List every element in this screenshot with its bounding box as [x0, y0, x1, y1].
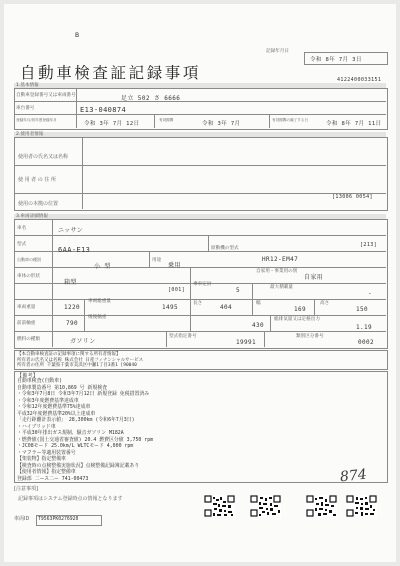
- remarks-line: 自動車製造番号 第10,869 号 新規検査: [17, 384, 108, 391]
- height-label: 高さ: [320, 301, 330, 306]
- rule: [154, 114, 155, 128]
- displacement-label: 総排気量又は定格出力: [274, 317, 320, 322]
- handwritten-note: 874: [339, 466, 368, 486]
- first-registration-value: 令和 3年 7月 12日: [84, 121, 140, 127]
- notice-label: [注意事項]: [14, 486, 38, 492]
- rule: [14, 267, 386, 268]
- capacity-value: 5: [236, 287, 241, 294]
- rule: [82, 137, 83, 209]
- chassis-label: 車台番号: [16, 106, 35, 111]
- remarks-line: 「走行距離計表示値」 28,300km (令和6年7月3日): [17, 417, 135, 423]
- capacity-label: 乗車定員: [193, 282, 212, 287]
- user-address-code: [13006 0054]: [332, 194, 373, 200]
- rear-axle-label: 後後軸重: [88, 315, 107, 320]
- gross-weight-value: 1495: [162, 304, 179, 311]
- rule: [208, 235, 209, 251]
- body-code: [001]: [168, 287, 186, 293]
- rule: [14, 101, 386, 102]
- weight-value: 1220: [64, 304, 81, 311]
- gross-weight-label: 車両総重量: [88, 299, 111, 304]
- front-axle-value: 790: [66, 320, 79, 327]
- front-axle-label: 前前軸重: [17, 321, 36, 326]
- length-value: 404: [220, 304, 233, 311]
- rule: [166, 331, 167, 347]
- purpose-value: 自家用: [304, 274, 324, 281]
- certificate-page: [4, 4, 396, 562]
- qr-code-icon: [250, 495, 281, 517]
- qr-code-icon: [346, 495, 377, 517]
- rule: [314, 299, 315, 315]
- rule: [14, 235, 386, 236]
- vehicle-id-value: T9563PK0276920: [38, 517, 79, 522]
- remarks-line: ・令和3年7月8日 令和3年7月12日 新規登録 免税措置済み: [17, 391, 150, 397]
- rule: [269, 114, 270, 128]
- engine-value: HR12-EM47: [262, 256, 299, 263]
- class-number-value: 0002: [358, 339, 375, 346]
- section-2-label: 2.使用者情報: [16, 132, 44, 137]
- rule: [14, 331, 386, 332]
- remarks-line: 【架装物】指定整備車: [17, 456, 66, 462]
- purpose-label: 自家用・事業用の別: [256, 269, 298, 274]
- rule: [190, 299, 191, 331]
- remarks-line: 自動車検査(自動車): [17, 378, 63, 384]
- remarks-line: ・令和3年度燃費基準達成車: [17, 397, 79, 404]
- type-label: 型式: [17, 242, 27, 247]
- width-value: 169: [294, 306, 307, 313]
- rule: [84, 299, 85, 331]
- remarks-line: 平成32年度燃費基準20%以上達成車: [17, 410, 96, 417]
- remarks-line: 登録部 二ース二ー 741-00473: [17, 475, 89, 482]
- rule: [52, 219, 53, 347]
- first-registration-label: 登録年月/初年度登録年月: [16, 118, 57, 122]
- document-number: 4122400033151: [337, 77, 382, 83]
- section-3-label: 3.車両詳細情報: [16, 214, 48, 219]
- remarks-line: ・マフラー等適用装置番号: [17, 449, 76, 456]
- type-value: 6AA-E13: [58, 246, 91, 254]
- user-address-label: 使 用 者 の 住 所: [18, 177, 56, 183]
- rule: [14, 114, 386, 115]
- model-designation-label: 型式指定番号: [169, 334, 197, 339]
- class-number-label: 類別区分番号: [296, 334, 324, 339]
- weight-label: 車両重量: [17, 305, 36, 310]
- rule: [252, 299, 253, 315]
- length-label: 長さ: [193, 301, 203, 306]
- owner-line: 所有者の住所 千葉県千葉市美浜区中瀬1丁目3番1 [90040: [17, 363, 137, 368]
- issue-date-label: 記録年月日: [266, 49, 289, 54]
- registration-label: 自動車登録番号又は車両番号: [16, 93, 76, 98]
- rule: [270, 315, 271, 331]
- valid-label: 有効期間: [159, 118, 174, 122]
- qr-code-icon: [204, 495, 235, 517]
- rule: [149, 251, 150, 267]
- usage-label: 用途: [152, 258, 162, 263]
- issue-date-value: 令和 8年 7月 3日: [310, 57, 362, 63]
- width-label: 幅: [256, 301, 261, 306]
- remarks-line: ・平成30年排出ガス規制、騒音ガソリン M182A: [17, 430, 124, 436]
- remarks-line: ・JC08モード 25.0km/L WLTCモード 4,000 rpm: [17, 443, 134, 449]
- remarks-line: 【検査時の点検整備実施状況】点検整備記録簿記載あり: [17, 462, 140, 469]
- document-title: 自動車検査証記録事項: [20, 64, 202, 82]
- maker-code: [213]: [360, 242, 378, 248]
- expiry-label: 有効期間の満了する日: [272, 118, 308, 122]
- body-label: 車体の形状: [17, 274, 40, 279]
- rear-axle-value: 430: [252, 322, 265, 329]
- remarks-line: 【使用者情報】指定整備車: [17, 469, 76, 475]
- kind-label: 自動車の種別: [17, 257, 41, 262]
- fuel-label: 燃料の種類: [17, 337, 40, 342]
- body-value: 箱型: [64, 279, 77, 286]
- rule: [76, 88, 77, 128]
- page-mark: B: [75, 32, 80, 39]
- maker-value: ニッサン: [58, 227, 84, 234]
- rule: [14, 315, 386, 316]
- remarks-list: [17, 378, 153, 482]
- rule: [252, 283, 253, 299]
- engine-label: 原動機の型式: [211, 246, 239, 251]
- height-value: 150: [356, 306, 369, 313]
- rule: [190, 267, 191, 299]
- model-designation-value: 19991: [236, 339, 257, 346]
- remarks-line: ・燃費値(国土交通省審査値) 20.4 燃費区分値 3,750 rpm: [17, 436, 154, 443]
- rule: [14, 193, 386, 194]
- owner-line: 【本自動車検査証の記録事項に関する所有者情報】: [17, 352, 121, 357]
- remarks-label: 【備考】: [17, 373, 39, 379]
- kind-value: 小 型: [94, 263, 111, 270]
- max-load-label: 最大積載量: [270, 285, 293, 290]
- section-1-label: 1.基本情報: [16, 83, 39, 88]
- expiry-value: 令和 8年 7月 11日: [326, 121, 382, 127]
- registration-value: 足立 502 さ 6666: [121, 95, 181, 102]
- user-name-label: 使用者の氏名又は名称: [18, 154, 69, 160]
- rule: [14, 165, 386, 166]
- qr-code-icon: [306, 495, 337, 517]
- chassis-value: E13-040874: [80, 106, 127, 114]
- max-load-value: -: [368, 290, 373, 297]
- valid-value: 令和 3年 7月: [202, 121, 241, 127]
- rule: [264, 331, 265, 347]
- base-location-label: 使用の本拠の位置: [18, 201, 59, 207]
- notice-text: 記録事項はシステム登録時点の情報となります: [18, 496, 123, 502]
- remarks-line: ・ハイブリッド車: [17, 423, 56, 430]
- displacement-value: 1.19: [356, 324, 373, 331]
- fuel-value: ガソリン: [70, 338, 96, 345]
- maker-label: 車名: [17, 226, 27, 231]
- usage-value: 乗用: [168, 262, 181, 269]
- vehicle-id-label: 車両ID: [14, 516, 30, 522]
- remarks-line: ・令和12年度燃費基準75%達成車: [17, 404, 91, 410]
- owner-line: 所有者の氏名又は名称 株式会社 日産フィナンシャルサービス: [17, 357, 144, 363]
